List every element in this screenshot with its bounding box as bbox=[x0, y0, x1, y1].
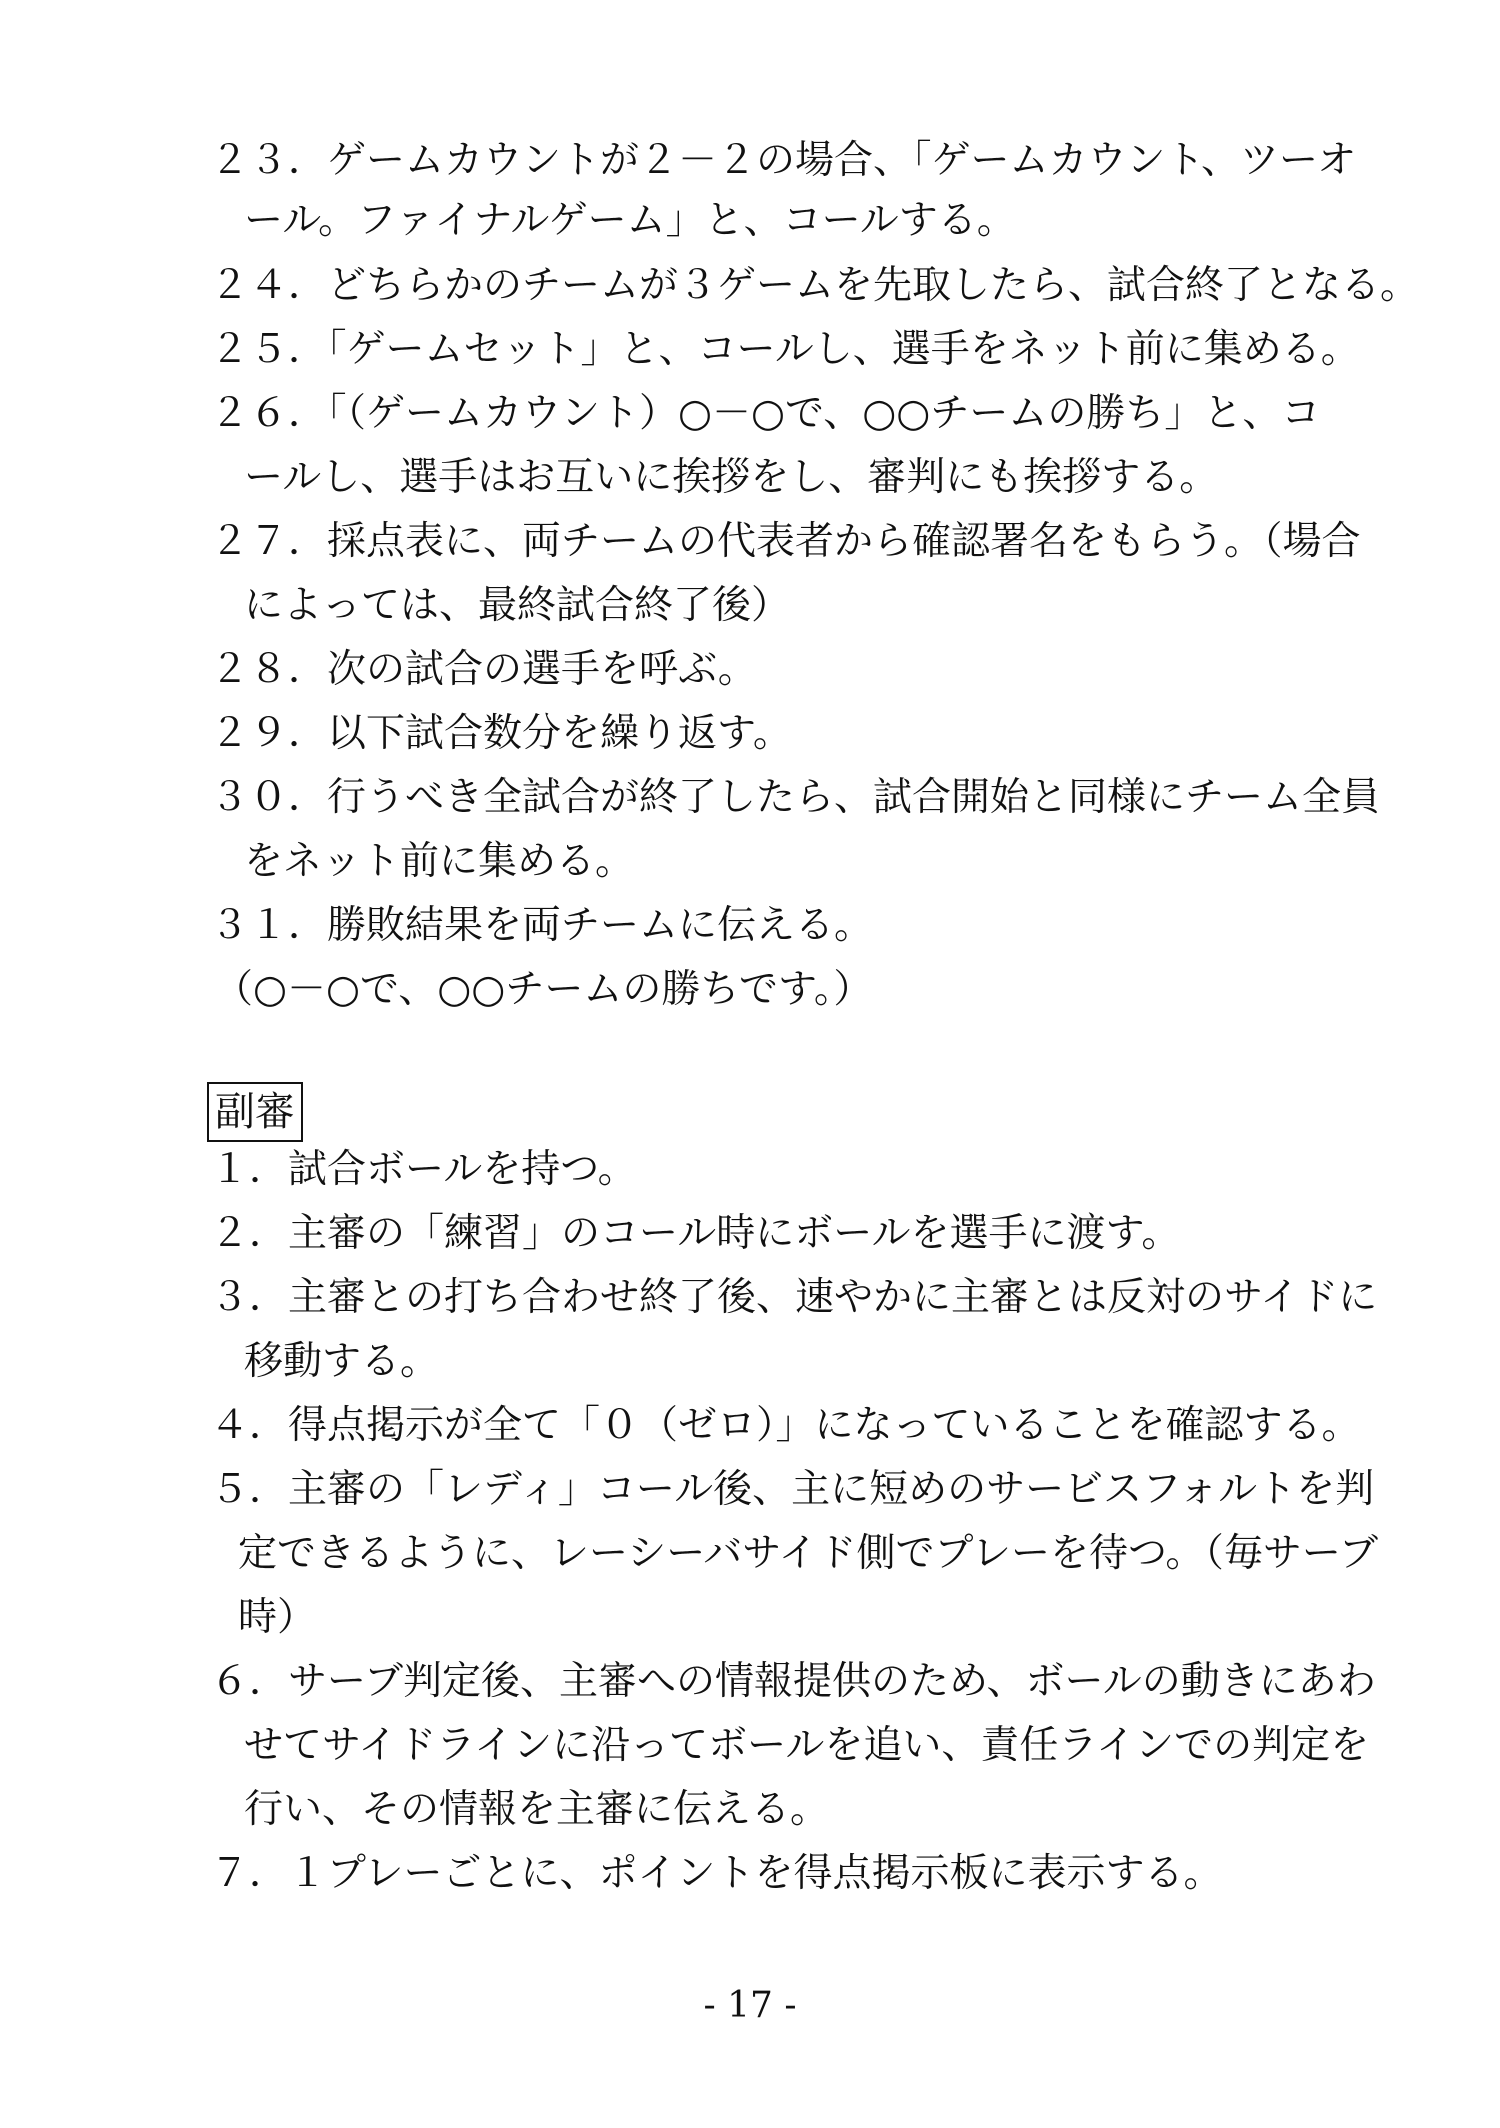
sub-item-5: ５．主審の「レディ」コール後、主に短めのサービスフォルトを判 bbox=[210, 1467, 1375, 1512]
item-23: ２３．ゲームカウントが２－２の場合、「ゲームカウント、ツーオ bbox=[210, 138, 1357, 183]
item-26: ２６．「（ゲームカウント）○－○で、○○チームの勝ち」と、コ bbox=[210, 391, 1321, 436]
item-25: ２５．「ゲームセット」と、コールし、選手をネット前に集める。 bbox=[210, 327, 1360, 372]
item-31-example: （○－○で、○○チームの勝ちです。） bbox=[214, 967, 873, 1012]
item-30: ３０．行うべき全試合が終了したら、試合開始と同様にチーム全員 bbox=[210, 775, 1381, 820]
item-27-cont: によっては、最終試合終了後） bbox=[244, 583, 791, 628]
page-number: - 17 - bbox=[703, 1985, 797, 2026]
sub-item-5-cont2: 時） bbox=[238, 1595, 317, 1640]
sub-item-6: ６．サーブ判定後、主審への情報提供のため、ボールの動きにあわ bbox=[210, 1659, 1376, 1704]
sub-item-3: ３．主審との打ち合わせ終了後、速やかに主審とは反対のサイドに bbox=[210, 1275, 1378, 1320]
sub-item-6-cont2: 行い、その情報を主審に伝える。 bbox=[244, 1787, 830, 1832]
sub-item-5-cont: 定できるように、レーシーバサイド側でプレーを待つ。（毎サーブ bbox=[238, 1531, 1378, 1576]
sub-item-2: ２．主審の「練習」のコール時にボールを選手に渡す。 bbox=[210, 1211, 1181, 1256]
item-23-cont: ール。ファイナルゲーム」と、コールする。 bbox=[244, 198, 1016, 243]
sub-item-3-cont: 移動する。 bbox=[244, 1339, 440, 1384]
sub-item-4: ４．得点掲示が全て「０（ゼロ）」になっていることを確認する。 bbox=[210, 1403, 1361, 1448]
sub-item-1: １．試合ボールを持つ。 bbox=[210, 1147, 637, 1192]
item-31: ３１．勝敗結果を両チームに伝える。 bbox=[210, 903, 874, 948]
item-26-cont: ールし、選手はお互いに挨拶をし、審判にも挨拶する。 bbox=[244, 455, 1219, 500]
item-28: ２８．次の試合の選手を呼ぶ。 bbox=[210, 647, 757, 692]
section-heading-fukushin: 副審 bbox=[207, 1082, 303, 1142]
item-30-cont: をネット前に集める。 bbox=[244, 839, 635, 884]
item-29: ２９．以下試合数分を繰り返す。 bbox=[210, 711, 792, 756]
sub-item-6-cont: せてサイドラインに沿ってボールを追い、責任ラインでの判定を bbox=[244, 1723, 1370, 1768]
item-24: ２４．どちらかのチームが３ゲームを先取したら、試合終了となる。 bbox=[210, 263, 1420, 308]
item-27: ２７．採点表に、両チームの代表者から確認署名をもらう。（場合 bbox=[210, 519, 1361, 564]
sub-item-7: ７．１プレーごとに、ポイントを得点掲示板に表示する。 bbox=[210, 1851, 1223, 1896]
